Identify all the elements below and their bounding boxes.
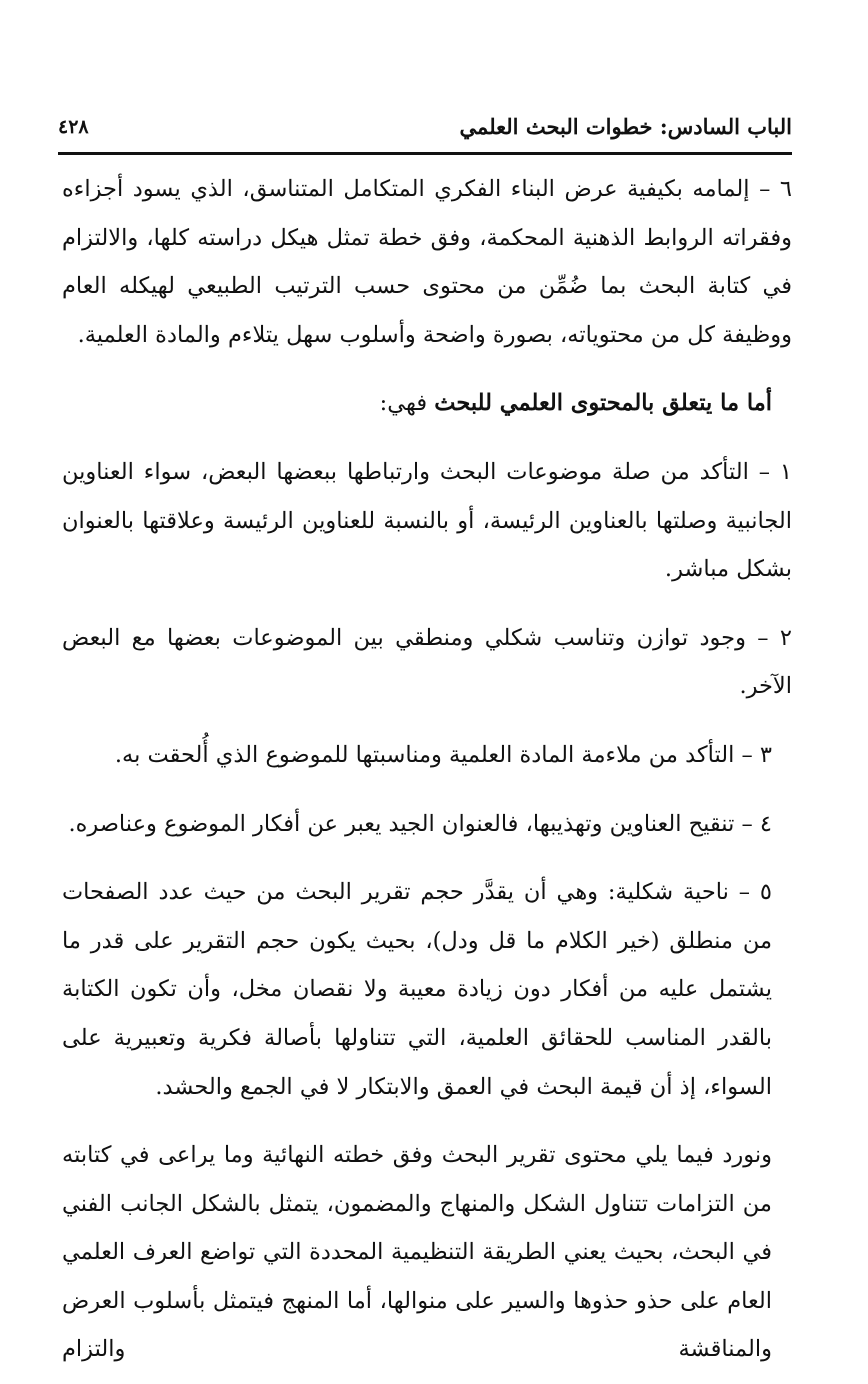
body-text (62, 165, 792, 1374)
section-intro (62, 379, 792, 428)
paragraph-item-6: ٦ – إلمامه بكيفية عرض البناء الفكري المتكامل المتناسق، الذي يسود أجزاءه وفقراته الروابط الذهنية المحكمة، وفق خطة تمثل هيكل دراسته كلها، والالتزام في كتابة البحث بما ضُمِّن من محتوى حسب الترتيب الطبيعي لهيكله العام ووظيفة كل من محتوياته، بصورة واضحة وأسلوب سهل يتلاءم والمادة العلمية. (62, 176, 792, 348)
paragraph-item-5: ٥ – ناحية شكلية: وهي أن يقدَّر حجم تقرير البحث من حيث عدد الصفحات من منطلق (خير الكلام ما قل ودل)، بحيث يكون حجم التقرير على قدر ما يشتمل عليه من أفكار دون زيادة معيبة ولا نقصان مخل، وأن تكون الكتابة بالقدر المناسب للحقائق العلمية، التي تتناولها بأصالة فكرية وتعبيرية على السواء، إذ أن قيمة البحث في العمق والابتكار لا في الجمع والحشد. (62, 879, 772, 1100)
paragraph-item-4: ٤ – تنقيح العناوين وتهذيبها، فالعنوان الجيد يعبر عن أفكار الموضوع وعناصره. (68, 810, 772, 837)
paragraph-item-3: ٣ – التأكد من ملاءمة المادة العلمية ومناسبتها للموضوع الذي أُلحقت به. (114, 741, 772, 768)
paragraph-item-1: ١ – التأكد من صلة موضوعات البحث وارتباطها ببعضها البعض، سواء العناوين الجانبية وصلتها بالعناوين الرئيسة، أو بالنسبة للعناوين الرئيسة وعلاقتها بالعنوان بشكل مباشر. (62, 458, 792, 583)
paragraph-closing: ونورد فيما يلي محتوى تقرير البحث وفق خطته النهائية وما يراعى في كتابته من التزامات تتناول الشكل والمنهاج والمضمون، يتمثل بالشكل الجانب الفني في البحث، بحيث يعني الطريقة التنظيمية المحددة التي تواضع العرف العلمي العام على حذو حذوها والسير على منوالها، أما المنهج فيتمثل بأسلوب العرض والمناقشة والتزام (62, 1142, 772, 1363)
section-intro-bold: أما ما يتعلق بالمحتوى العلمي للبحث (434, 390, 772, 417)
paragraph-item-2: ٢ – وجود توازن وتناسب شكلي ومنطقي بين الموضوعات بعضها مع البعض الآخر. (62, 624, 792, 700)
section-intro-tail: فهي: (379, 390, 435, 417)
page-header (58, 108, 792, 150)
page-number: ٤٢٨ (58, 116, 89, 138)
header-rule (58, 152, 792, 155)
running-title: الباب السادس: خطوات البحث العلمي (459, 114, 792, 139)
